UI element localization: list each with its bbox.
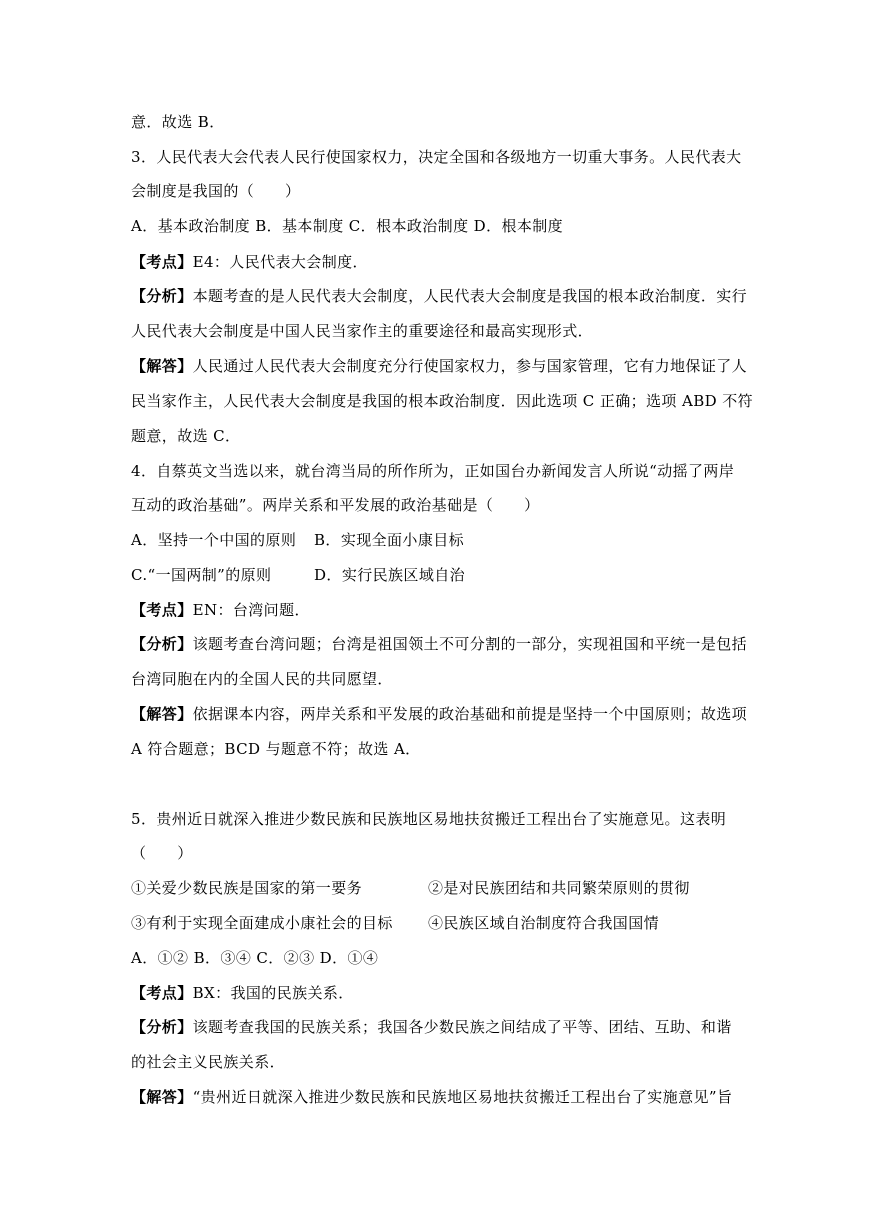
question-5-stem-cont: （ ） xyxy=(131,844,193,862)
fenxi-tag: 【分析】 xyxy=(131,1018,193,1036)
kaodian-text: BX：我国的民族关系． xyxy=(192,984,354,1002)
question-3-options: A．基本政治制度 B．基本制度 C．根本政治制度 D．根本制度 xyxy=(131,217,564,235)
option-b: B．实现全面小康目标 xyxy=(314,531,465,549)
jieda-tag: 【解答】 xyxy=(131,357,193,375)
kaodian-tag: 【考点】 xyxy=(131,601,193,619)
question-4-stem-cont: 互动的政治基础”。两岸关系和平发展的政治基础是（ ） xyxy=(131,496,540,514)
kaodian-tag: 【考点】 xyxy=(131,984,193,1002)
jieda-text: “贵州近日就深入推进少数民族和民族地区易地扶贫搬迁工程出台了实施意见”旨 xyxy=(192,1088,733,1106)
q4-jieda xyxy=(131,704,747,724)
question-5-statements-row2 xyxy=(131,913,660,933)
q4-jieda-cont: A 符合题意；BCD 与题意不符；故选 A． xyxy=(131,740,421,758)
kaodian-tag: 【考点】 xyxy=(131,253,193,271)
jieda-tag: 【解答】 xyxy=(131,1088,193,1106)
fenxi-tag: 【分析】 xyxy=(131,635,193,653)
fenxi-text: 该题考查我国的民族关系；我国各少数民族之间结成了平等、团结、互助、和谐 xyxy=(192,1018,732,1036)
q3-fenxi xyxy=(131,286,747,306)
option-d: D．实行民族区域自治 xyxy=(314,566,466,584)
q5-fenxi-cont: 的社会主义民族关系． xyxy=(131,1053,286,1071)
option-c: C.“一国两制”的原则 xyxy=(131,566,272,584)
q5-jieda xyxy=(131,1087,732,1107)
fenxi-tag: 【分析】 xyxy=(131,287,193,305)
statement-2: ②是对民族团结和共同繁荣原则的贯彻 xyxy=(428,879,690,897)
q3-kaodian xyxy=(131,252,368,272)
question-3-stem: 3．人民代表大会代表人民行使国家权力，决定全国和各级地方一切重大事务。人民代表大 xyxy=(131,148,742,166)
q3-jieda-cont: 民当家作主，人民代表大会制度是我国的根本政治制度．因此选项 C 正确；选项 ABD 不符 xyxy=(131,392,754,410)
jieda-text: 依据课本内容，两岸关系和平发展的政治基础和前提是坚持一个中国原则；故选项 xyxy=(192,705,748,723)
q4-fenxi-cont: 台湾同胞在内的全国人民的共同愿望． xyxy=(131,670,393,688)
statement-1: ①关爱少数民族是国家的第一要务 xyxy=(131,879,363,897)
answer-conclusion: 意．故选 B． xyxy=(131,113,225,131)
kaodian-text: E4：人民代表大会制度． xyxy=(192,253,368,271)
q3-jieda xyxy=(131,356,747,376)
statement-3: ③有利于实现全面建成小康社会的目标 xyxy=(131,914,393,932)
q4-kaodian xyxy=(131,600,310,620)
question-4-stem: 4．自蔡英文当选以来，就台湾当局的所作所为，正如国台办新闻发言人所说“动摇了两岸 xyxy=(131,462,735,480)
jieda-text: 人民通过人民代表大会制度充分行使国家权力，参与国家管理，它有力地保证了人 xyxy=(192,357,748,375)
q5-kaodian xyxy=(131,983,354,1003)
q3-jieda-end: 题意，故选 C． xyxy=(131,427,241,445)
q5-fenxi xyxy=(131,1017,732,1037)
option-a: A．坚持一个中国的原则 xyxy=(131,531,297,549)
question-5-stem: 5．贵州近日就深入推进少数民族和民族地区易地扶贫搬迁工程出台了实施意见。这表明 xyxy=(131,810,727,828)
question-5-statements-row1 xyxy=(131,878,690,898)
question-5-options: A．①② B．③④ C．②③ D．①④ xyxy=(131,949,379,967)
q4-fenxi xyxy=(131,634,747,654)
question-4-options-row2 xyxy=(131,565,466,585)
question-3-stem-cont: 会制度是我国的（ ） xyxy=(131,182,301,200)
fenxi-text: 该题考查台湾问题；台湾是祖国领土不可分割的一部分，实现祖国和平统一是包括 xyxy=(192,635,748,653)
q3-fenxi-cont: 人民代表大会制度是中国人民当家作主的重要途径和最高实现形式． xyxy=(131,322,594,340)
statement-4: ④民族区域自治制度符合我国国情 xyxy=(428,914,660,932)
jieda-tag: 【解答】 xyxy=(131,705,193,723)
kaodian-text: EN：台湾问题． xyxy=(192,601,310,619)
fenxi-text: 本题考查的是人民代表大会制度，人民代表大会制度是我国的根本政治制度．实行 xyxy=(192,287,748,305)
question-4-options-row1 xyxy=(131,530,465,550)
